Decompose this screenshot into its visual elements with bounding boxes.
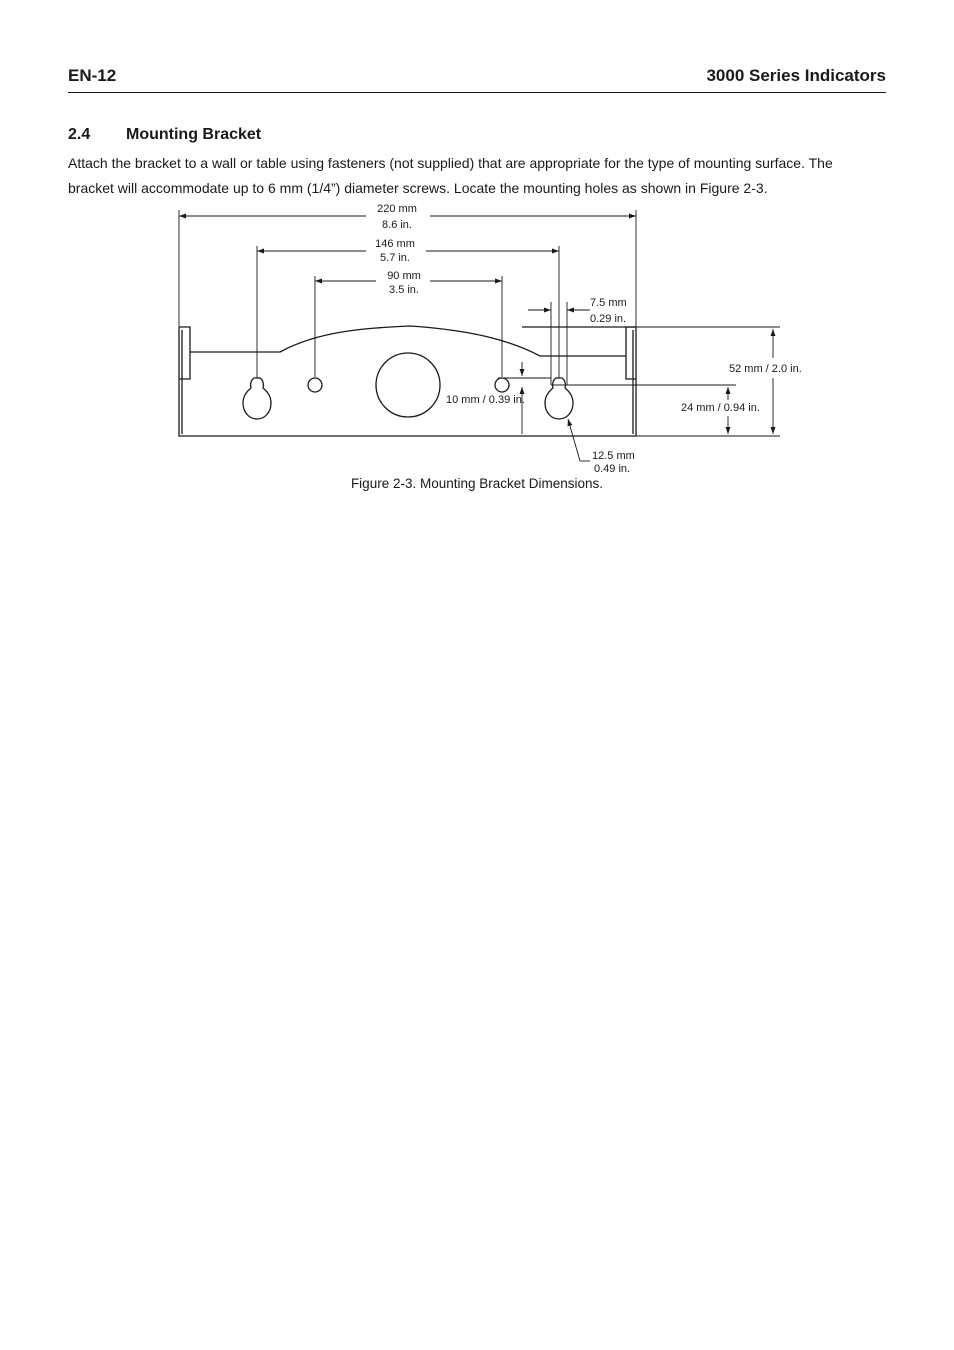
- section-number: 2.4: [68, 126, 91, 143]
- right-keyhole: [545, 378, 573, 419]
- overall-width-mm: 220 mm: [377, 203, 417, 215]
- left-keyhole: [243, 378, 271, 419]
- overall-width-in: 8.6 in.: [382, 219, 412, 231]
- dimension-labels: [375, 203, 802, 475]
- right-small-hole: [495, 378, 509, 392]
- center-cable-hole: [376, 353, 440, 417]
- section-title: Mounting Bracket: [126, 126, 262, 143]
- hole-height-label: 24 mm / 0.94 in.: [681, 402, 760, 414]
- left-small-hole: [308, 378, 322, 392]
- inner-holes-mm: 90 mm: [387, 270, 421, 282]
- height-label: 52 mm / 2.0 in.: [729, 363, 802, 375]
- document-title: 3000 Series Indicators: [706, 66, 886, 85]
- edge-offset-mm: 7.5 mm: [590, 297, 627, 309]
- edge-offset-in: 0.29 in.: [590, 313, 627, 325]
- mounting-holes: [243, 353, 573, 419]
- figure-caption: Figure 2-3. Mounting Bracket Dimensions.: [350, 476, 604, 491]
- outer-holes-mm: 146 mm: [375, 238, 415, 250]
- section-body: Attach the bracket to a wall or table using fasteners (not supplied) that are appropriate for the type of mounting surface. The bracket will accommodate up to 6 mm (1/4”) diameter screws. Locate the mounting holes as shown in Figure 2-3.: [68, 155, 833, 196]
- keyhole-in: 0.49 in.: [594, 463, 631, 475]
- outer-holes-in: 5.7 in.: [380, 252, 410, 264]
- mounting-bracket-figure: [0, 0, 954, 500]
- inner-holes-in: 3.5 in.: [389, 284, 419, 296]
- page-number: EN-12: [68, 66, 117, 85]
- small-hole-label: 10 mm / 0.39 in.: [446, 394, 525, 406]
- keyhole-mm: 12.5 mm: [592, 450, 635, 462]
